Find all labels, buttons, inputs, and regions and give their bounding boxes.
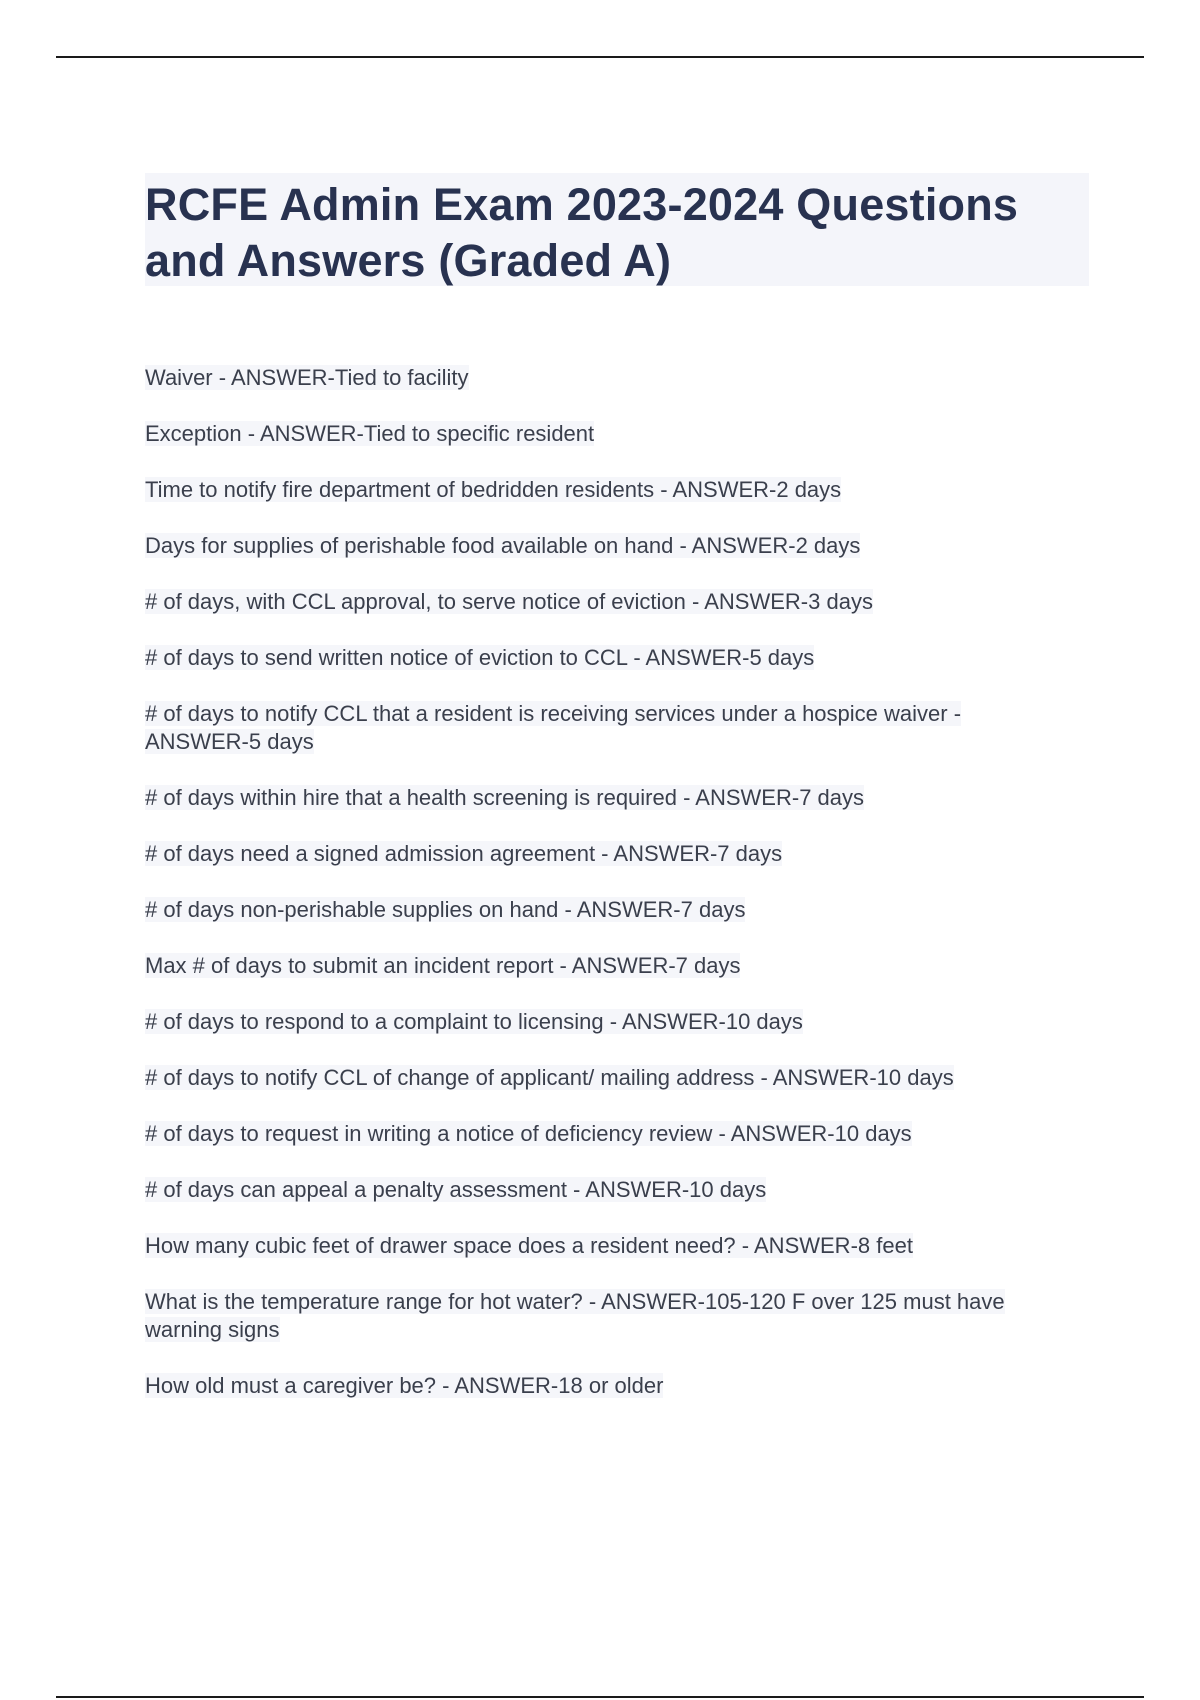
qa-item — [145, 840, 1065, 868]
qa-item — [145, 896, 1065, 924]
qa-item-text: How many cubic feet of drawer space does a resident need? - ANSWER-8 feet — [145, 1233, 913, 1258]
qa-item — [145, 952, 1065, 980]
qa-item — [145, 1120, 1065, 1148]
qa-item-text: Time to notify fire department of bedridden residents - ANSWER-2 days — [145, 477, 842, 502]
qa-item-text: # of days need a signed admission agreement - ANSWER-7 days — [145, 841, 783, 866]
qa-item-text: Waiver - ANSWER-Tied to facility — [145, 365, 469, 390]
qa-item — [145, 1288, 1065, 1344]
qa-item — [145, 532, 1065, 560]
title-block — [145, 173, 1089, 286]
qa-item-text: How old must a caregiver be? - ANSWER-18 or older — [145, 1373, 664, 1398]
qa-item — [145, 588, 1065, 616]
top-rule — [56, 56, 1144, 58]
qa-item-text: # of days non-perishable supplies on hand - ANSWER-7 days — [145, 897, 746, 922]
qa-item-text: # of days can appeal a penalty assessment - ANSWER-10 days — [145, 1177, 767, 1202]
qa-item-text: # of days to notify CCL of change of applicant/ mailing address - ANSWER-10 days — [145, 1065, 954, 1090]
qa-item — [145, 420, 1065, 448]
qa-item — [145, 644, 1065, 672]
qa-item-text: Max # of days to submit an incident report - ANSWER-7 days — [145, 953, 741, 978]
qa-list — [145, 364, 1065, 1428]
qa-item — [145, 1008, 1065, 1036]
page-title: RCFE Admin Exam 2023-2024 Questions and Answers (Graded A) — [145, 179, 1019, 286]
qa-item — [145, 700, 1065, 756]
qa-item-text: # of days to notify CCL that a resident is receiving services under a hospice waiver - ANSWER-5 days — [145, 701, 962, 754]
qa-item-text: # of days to respond to a complaint to licensing - ANSWER-10 days — [145, 1009, 803, 1034]
qa-item-text: # of days, with CCL approval, to serve notice of eviction - ANSWER-3 days — [145, 589, 873, 614]
qa-item-text: Days for supplies of perishable food available on hand - ANSWER-2 days — [145, 533, 861, 558]
bottom-rule — [56, 1696, 1144, 1698]
qa-item-text: What is the temperature range for hot water? - ANSWER-105-120 F over 125 must have warning signs — [145, 1289, 1005, 1342]
qa-item-text: # of days to send written notice of eviction to CCL - ANSWER-5 days — [145, 645, 815, 670]
qa-item — [145, 1176, 1065, 1204]
qa-item — [145, 1232, 1065, 1260]
qa-item — [145, 1372, 1065, 1400]
qa-item — [145, 476, 1065, 504]
qa-item — [145, 1064, 1065, 1092]
qa-item — [145, 784, 1065, 812]
qa-item-text: # of days within hire that a health screening is required - ANSWER-7 days — [145, 785, 865, 810]
qa-item — [145, 364, 1065, 392]
qa-item-text: Exception - ANSWER-Tied to specific resident — [145, 421, 595, 446]
qa-item-text: # of days to request in writing a notice of deficiency review - ANSWER-10 days — [145, 1121, 912, 1146]
